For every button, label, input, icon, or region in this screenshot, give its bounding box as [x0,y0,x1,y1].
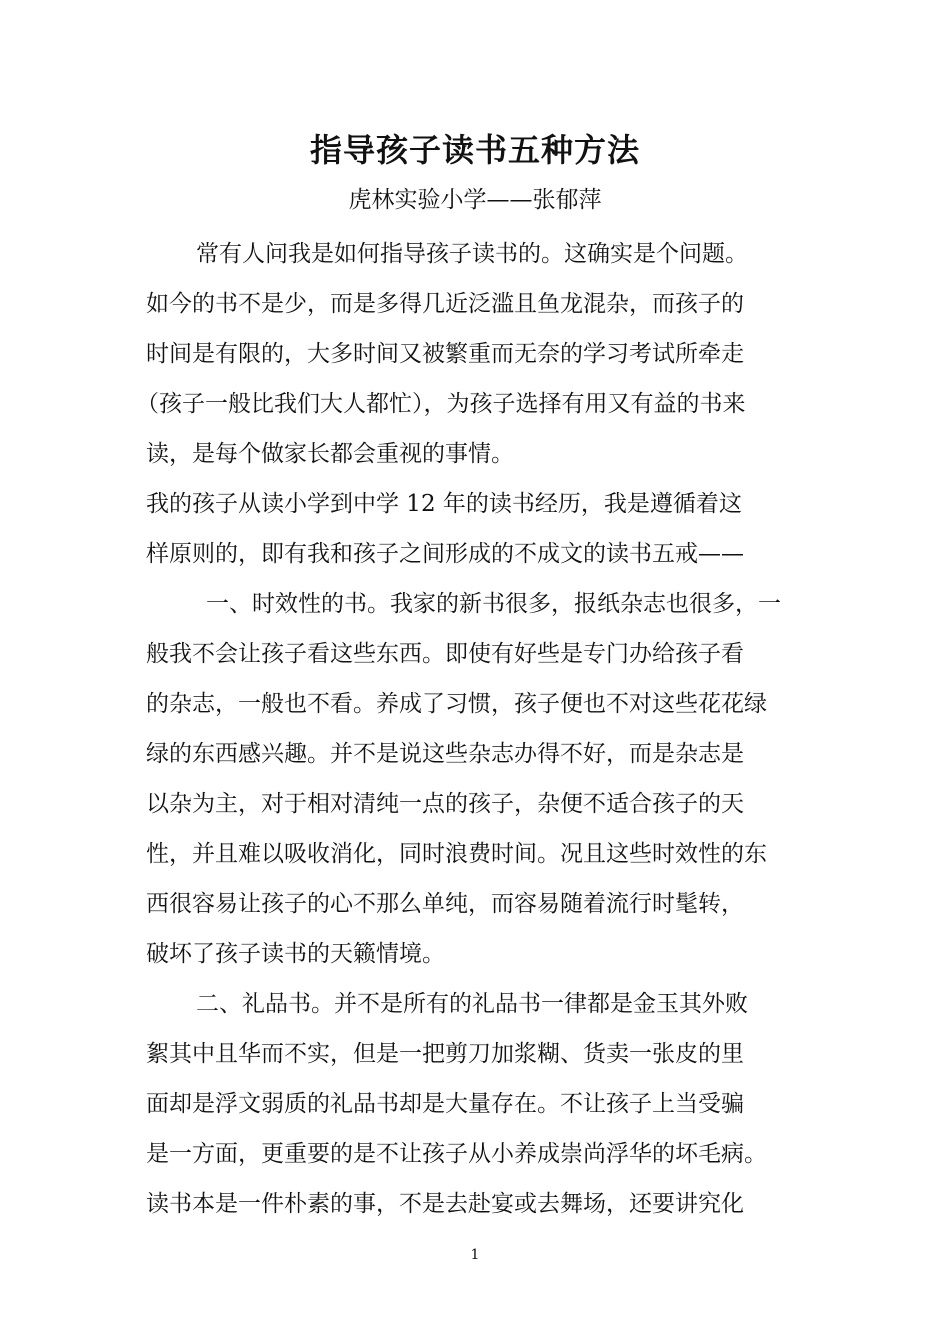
body-line: （孩子一般比我们大人都忙），为孩子选择有用又有益的书来 [136,391,746,417]
body-line: 我的孩子从读小学到中学 12 年的读书经历，我是遵循着这 [146,491,742,517]
body-line: 以杂为主，对于相对清纯一点的孩子，杂便不适合孩子的天 [146,791,744,817]
body-line: 的杂志，一般也不看。养成了习惯，孩子便也不对这些花花绿 [146,691,767,717]
body-line: 西很容易让孩子的心不那么单纯，而容易随着流行时髦转， [146,891,744,917]
body-line: 性，并且难以吸收消化，同时浪费时间。况且这些时效性的东 [146,841,767,867]
body-line: 样原则的，即有我和孩子之间形成的不成文的读书五戒—— [146,541,744,567]
document-title: 指导孩子读书五种方法 [309,131,640,169]
body-line: 般我不会让孩子看这些东西。即使有好些是专门办给孩子看 [146,641,744,667]
body-line: 是一方面，更重要的是不让孩子从小养成崇尚浮华的坏毛病。 [146,1141,767,1167]
body-line: 绿的东西感兴趣。并不是说这些杂志办得不好，而是杂志是 [146,741,744,767]
body-line: 一、时效性的书。我家的新书很多，报纸杂志也很多，一 [206,591,781,617]
body-line: 二、礼品书。并不是所有的礼品书一律都是金玉其外败 [196,991,748,1017]
author-line: 虎林实验小学——张郁萍 [348,187,602,213]
body-line: 絮其中且华而不实，但是一把剪刀加浆糊、货卖一张皮的里 [146,1041,744,1067]
body-line: 面却是浮文弱质的礼品书却是大量存在。不让孩子上当受骗 [146,1091,744,1117]
body-line: 读书本是一件朴素的事，不是去赴宴或去舞场，还要讲究化 [146,1191,744,1217]
body-line: 破坏了孩子读书的天籁情境。 [146,941,445,967]
body-line: 时间是有限的，大多时间又被繁重而无奈的学习考试所牵走 [146,341,744,367]
body-line: 如今的书不是少，而是多得几近泛滥且鱼龙混杂，而孩子的 [146,291,744,317]
page-number: 1 [470,1247,480,1263]
body-line: 常有人问我是如何指导孩子读书的。这确实是个问题。 [196,241,748,267]
body-line: 读，是每个做家长都会重视的事情。 [146,441,514,467]
